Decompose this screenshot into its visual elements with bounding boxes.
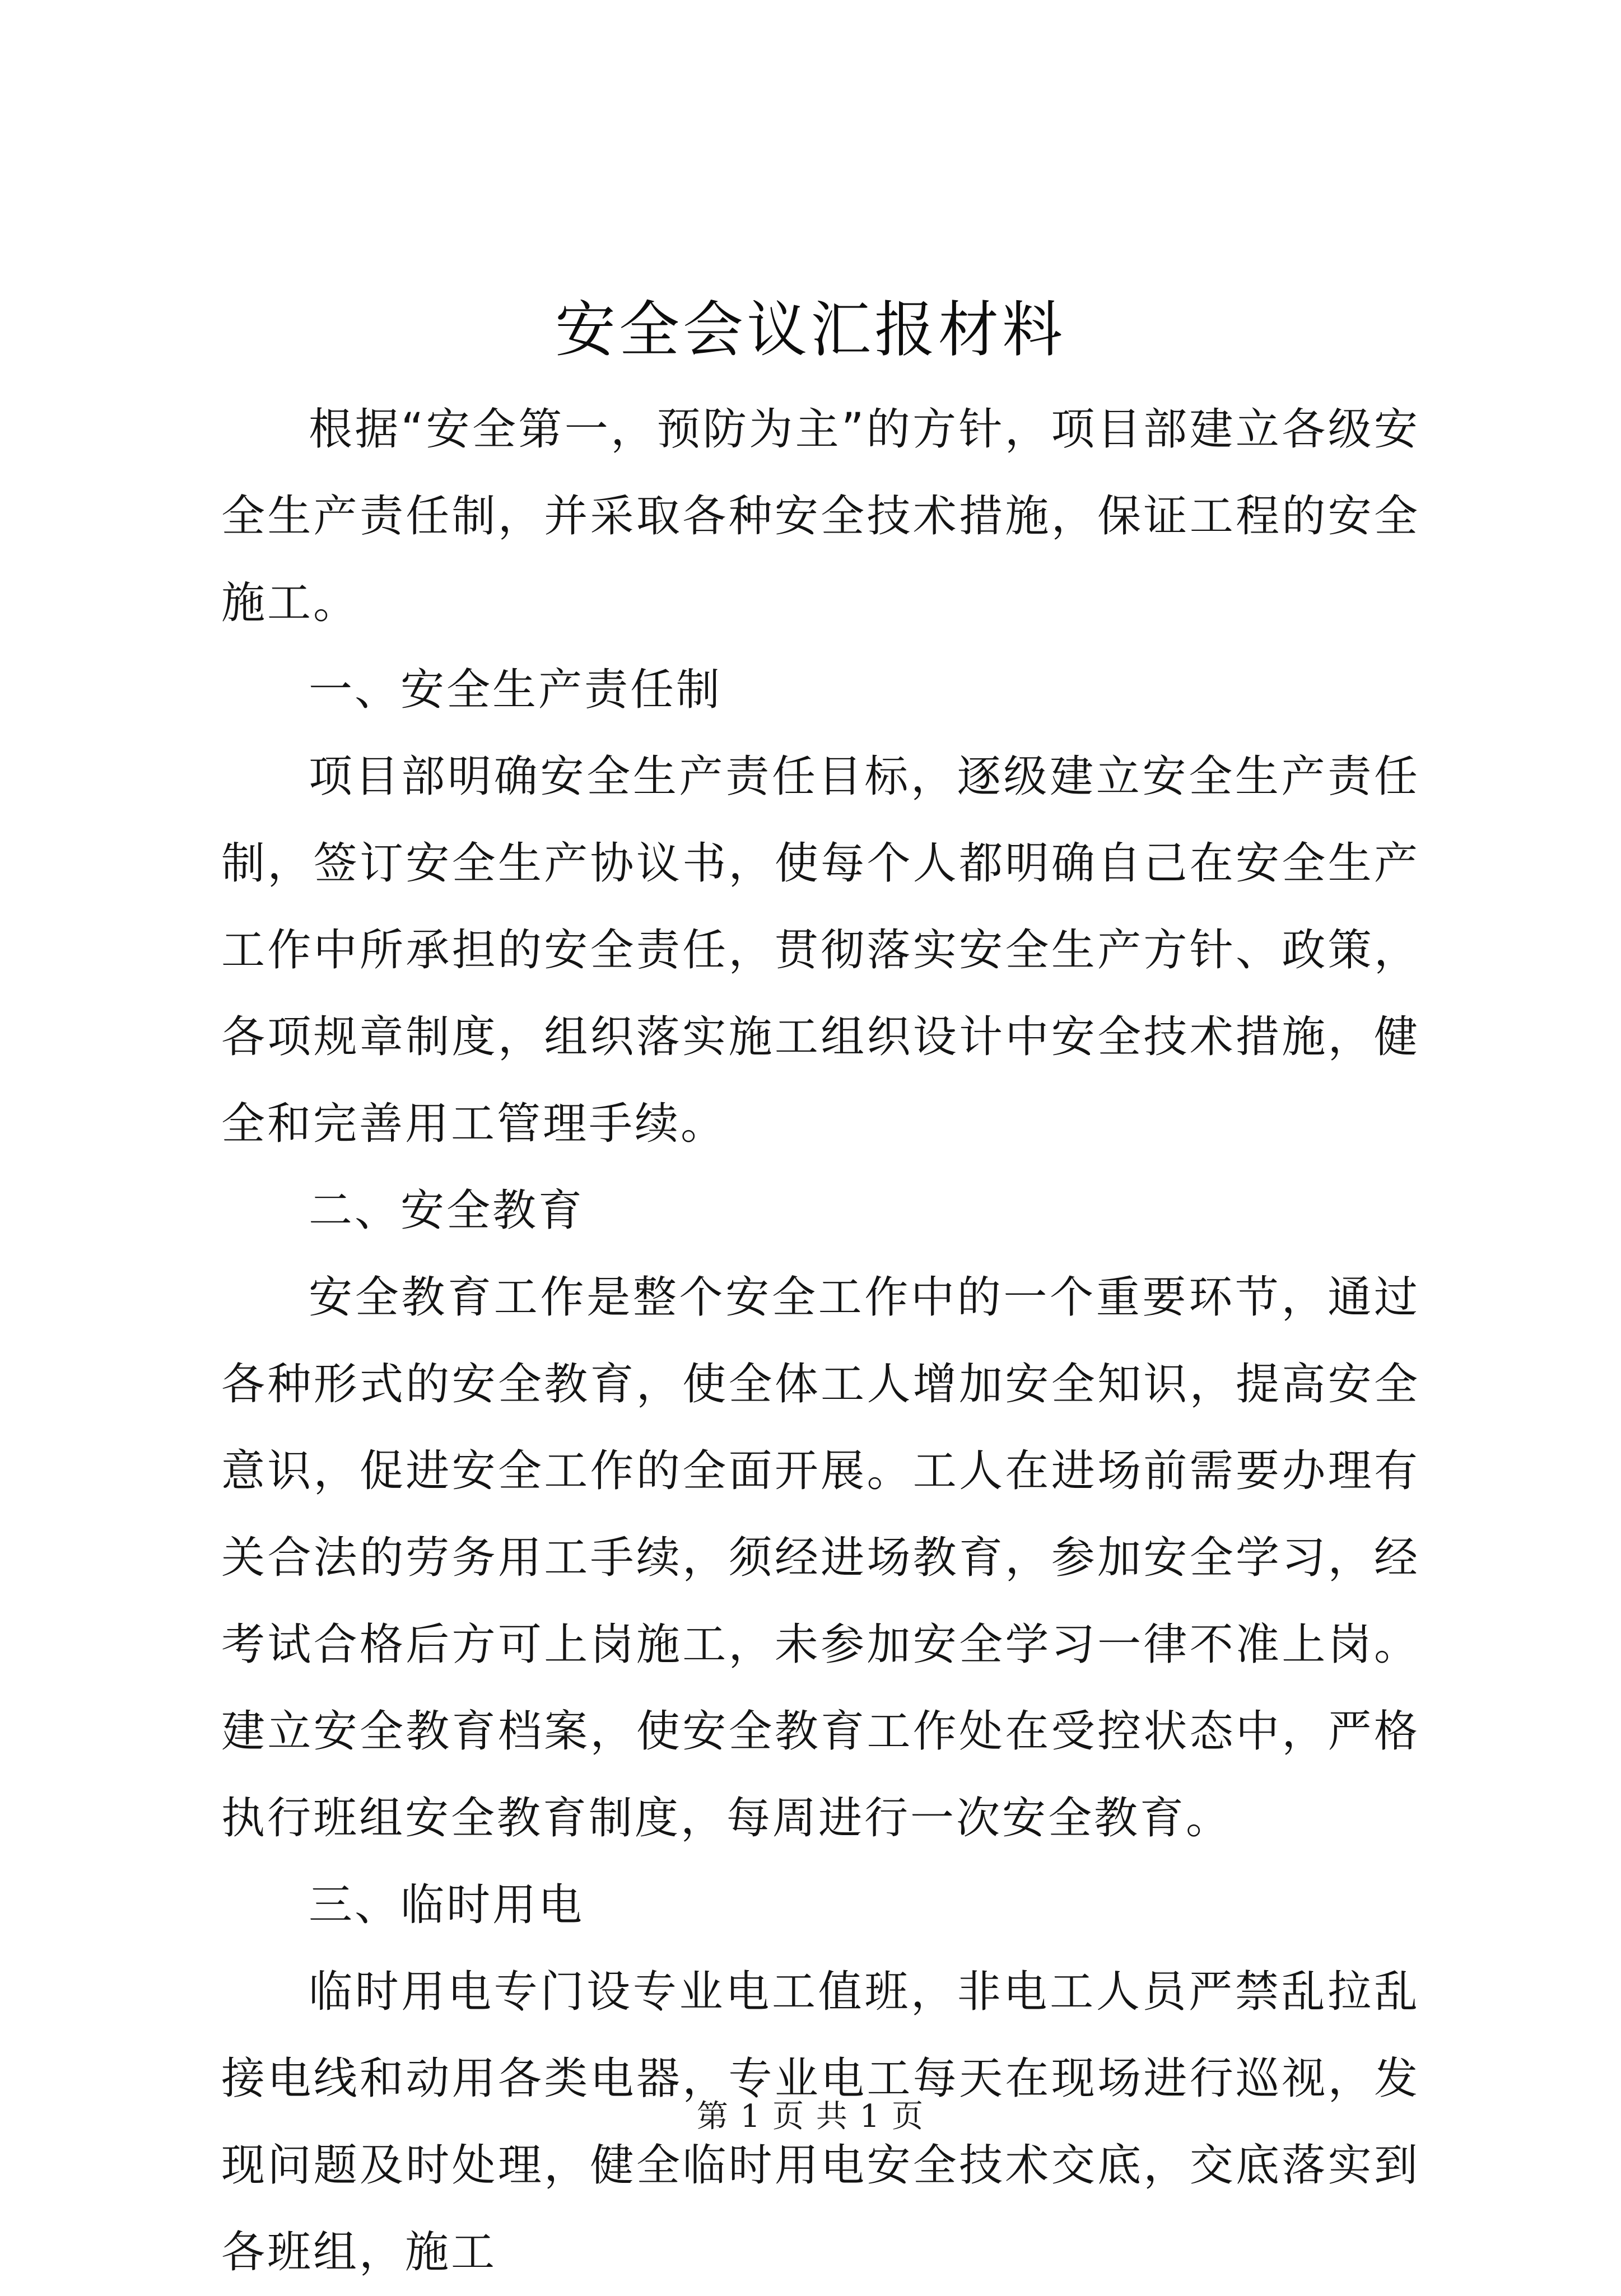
section-paragraph-1: 项目部明确安全生产责任目标，逐级建立安全生产责任制，签订安全生产协议书，使每个人都明确自己在安全生产工作中所承担的安全责任，贯彻落实安全生产方针、政策，各项规章制度，组织落实施工组织设计中安全技术措施，健全和完善用工管理手续。 (221, 752, 1420, 1149)
section-paragraph-2: 安全教育工作是整个安全工作中的一个重要环节，通过各种形式的安全教育，使全体工人增加安全知识，提高安全意识，促进安全工作的全面开展。工人在进场前需要办理有关合法的劳务用工手续，须经进场教育，参加安全学习，经考试合格后方可上岗施工，未参加安全学习一律不准上岗。建立安全教育档案，使安全教育工作处在受控状态中，严格执行班组安全教育制度，每周进行一次安全教育。 (221, 1272, 1420, 1844)
section-paragraph-3: 临时用电专门设专业电工值班，非电工人员严禁乱拉乱接电线和动用各类电器，专业电工每天在现场进行巡视，发现问题及时处理，健全临时用电安全技术交底，交底落实到各班组，施工 (221, 1967, 1420, 2278)
page-number-footer: 第 1 页 共 1 页 (696, 2098, 925, 2135)
section-heading-1: 一、安全生产责任制 (309, 665, 723, 715)
intro-paragraph: 根据“安全第一，预防为主”的方针，项目部建立各级安全生产责任制，并采取各种安全技术措施，保证工程的安全施工。 (221, 404, 1420, 628)
section-heading-3: 三、临时用电 (309, 1880, 585, 1930)
section-heading-2: 二、安全教育 (309, 1186, 585, 1236)
document-body (221, 386, 1420, 2296)
document-title: 安全会议汇报材料 (555, 295, 1066, 365)
